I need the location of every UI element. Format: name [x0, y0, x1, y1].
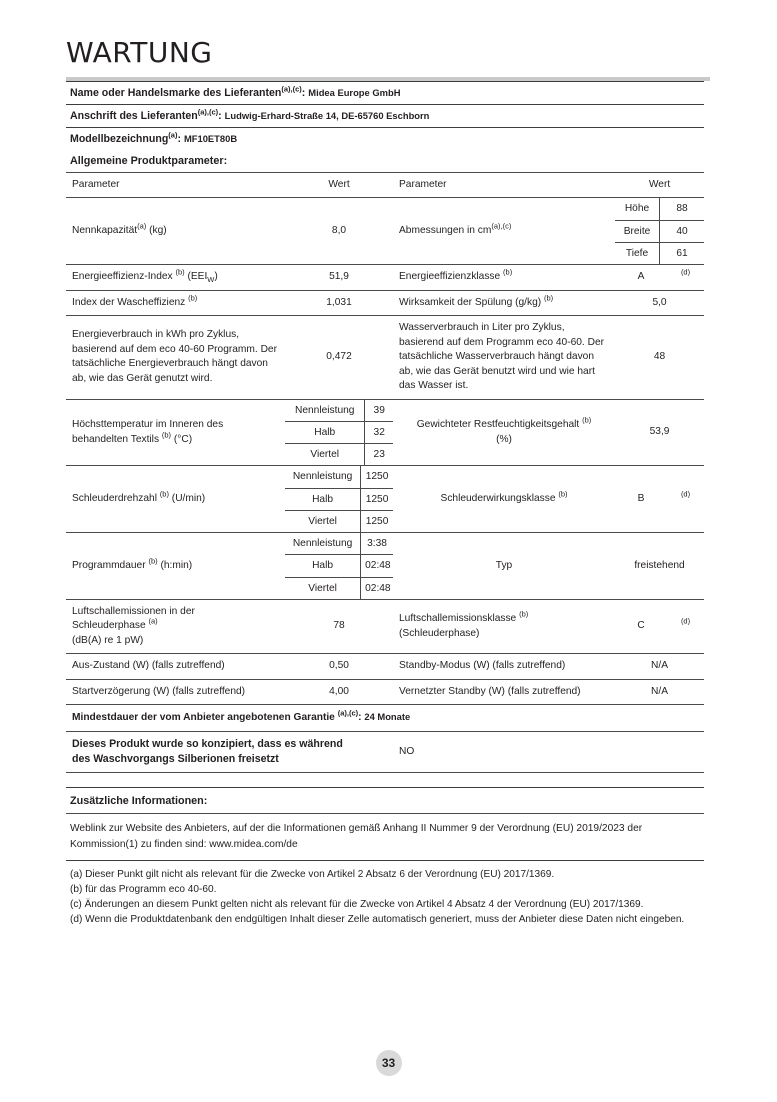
dimension-name: Tiefe: [615, 242, 660, 264]
load-value: 02:48: [361, 577, 393, 599]
load-name: Viertel: [285, 577, 361, 599]
row-nennkapazitaet: [66, 198, 704, 265]
duration-row: [285, 555, 393, 577]
hoechsttemperatur-label: [66, 399, 285, 466]
luftschallklasse-footnote: [667, 599, 704, 653]
garantie-label: Mindestdauer der vom Anbieter angebotenen Garantie: [72, 712, 335, 724]
footnote-marker: (a),(c): [281, 84, 302, 94]
garantie-value: 24 Monate: [364, 711, 411, 723]
load-name: Nennleistung: [285, 400, 365, 422]
row-verbrauch: [66, 316, 704, 399]
row-luftschall: [66, 599, 704, 653]
wasserverbrauch-label: Wasserverbrauch in Liter pro Zyklus, basierend auf dem Programm eco 40-60. Der tatsächliche Wasserverbrauch hängt davon ab, wie das Gerät benutzt wird und wie hart das Wasser ist.: [393, 316, 615, 399]
load-value: 39: [365, 400, 393, 422]
standby-label: Standby-Modus (W) (falls zutreffend): [393, 654, 615, 679]
load-value: 32: [365, 421, 393, 443]
typ-value: freistehend: [615, 533, 704, 600]
eei-value: 51,9: [285, 265, 393, 290]
footnote-marker: (b): [148, 556, 158, 566]
temperature-subtable: [285, 400, 393, 466]
dimension-value: 61: [660, 242, 705, 264]
footnote-marker: (d): [680, 616, 691, 626]
load-name: Nennleistung: [285, 533, 361, 555]
label-line-1: Luftschallemissionsklasse: [399, 613, 517, 625]
vernetzter-standby-value: N/A: [615, 679, 704, 704]
model-label: Modellbezeichnung: [70, 133, 169, 145]
spin-row: [285, 488, 393, 510]
temperature-row: [285, 400, 393, 422]
spuelung-value: 5,0: [615, 290, 704, 315]
label-text: Abmessungen in cm: [399, 225, 492, 237]
temperature-row: [285, 421, 393, 443]
load-name: Viertel: [285, 510, 361, 532]
row-aus-zustand: [66, 654, 704, 679]
startverzoegerung-label: Startverzögerung (W) (falls zutreffend): [66, 679, 285, 704]
aus-zustand-value: 0,50: [285, 654, 393, 679]
unit-text: (U/min): [168, 493, 206, 504]
aus-zustand-label: Aus-Zustand (W) (falls zutreffend): [66, 654, 285, 679]
header-parameter-1: Parameter: [66, 173, 285, 198]
eei-subscript: W: [207, 275, 215, 285]
footnote-marker: (a): [168, 130, 178, 140]
load-name: Halb: [285, 421, 365, 443]
spin-speed-subtable: [285, 466, 393, 532]
duration-subtable: [285, 533, 393, 599]
supplier-name-label: Name oder Handelsmarke des Lieferanten: [70, 87, 282, 99]
dimension-value: 40: [660, 220, 705, 242]
programmdauer-values: [285, 533, 393, 600]
footnote-c: (c) Änderungen an diesem Punkt gelten nicht als relevant für die Zwecke von Artikel 4 Absatz 4 der Verordnung (EU) 2017/1369.: [70, 899, 644, 911]
energieverbrauch-label: Energieverbrauch in kWh pro Zyklus, basierend auf dem eco 40-60 Programm. Der tatsächliche Energieverbrauch hängt davon ab, wie das Gerät genutzt wird.: [66, 316, 285, 399]
energieklasse-value: A: [615, 265, 667, 290]
unit-text: (%): [496, 433, 512, 445]
label-text: Schleuderwirkungsklasse: [440, 493, 556, 504]
footnote-marker: (b): [519, 609, 529, 619]
footnote-marker: (b): [188, 293, 198, 303]
header-wert-1: Wert: [285, 173, 393, 198]
load-value: 1250: [361, 510, 393, 532]
label-text: Schleuderdrehzahl: [72, 493, 157, 504]
header-wert-2: Wert: [615, 173, 704, 198]
silberionen-value: NO: [393, 731, 704, 772]
luftschall-value: 78: [285, 599, 393, 653]
footnote-marker: (a): [148, 616, 158, 626]
additional-info-text: Weblink zur Website des Anbieters, auf der die Informationen gemäß Anhang II Nummer 9 der Verordnung (EU) 2019/2023 der Kommission(1) zu finden sind: www.midea.com/de: [66, 813, 704, 862]
nennkapazitaet-label: [66, 198, 285, 265]
supplier-address-row: Anschrift des Lieferanten$^{(a),(c)}$: Ludwig-Erhard-Straße 14, DE-65760 Eschborn: [66, 104, 704, 127]
footnote-marker: (b): [175, 267, 185, 277]
footnote-marker: (d): [680, 489, 691, 499]
label-text: Energieeffizienzklasse: [399, 271, 501, 283]
luftschallklasse-label: [393, 599, 615, 653]
row-startverzoegerung: [66, 679, 704, 704]
footnote-marker: (b): [582, 415, 592, 425]
unit-text: (kg): [146, 225, 167, 237]
footnote-marker: (b): [503, 267, 513, 277]
label-line-3: (dB(A) re 1 pW): [72, 634, 144, 646]
label-text: Index der Wascheffizienz: [72, 296, 186, 308]
load-value: 02:48: [361, 555, 393, 577]
energieklasse-footnote: [667, 265, 704, 290]
row-garantie: [66, 705, 704, 731]
label-line-2: des Waschvorgangs Silberionen freisetzt: [72, 752, 279, 765]
standby-value: N/A: [615, 654, 704, 679]
header-parameter-2: Parameter: [393, 173, 615, 198]
supplier-address-label: Anschrift des Lieferanten: [70, 110, 198, 122]
dimension-row: [615, 220, 704, 242]
luftschallklasse-value: C: [615, 599, 667, 653]
abmessungen-values: [615, 198, 704, 265]
supplier-address-value: Ludwig-Erhard-Straße 14, DE-65760 Eschborn: [224, 110, 430, 121]
model-value: MF10ET80B: [183, 133, 238, 144]
label-text: Wirksamkeit der Spülung (g/kg): [399, 296, 542, 308]
wascheffizienz-value: 1,031: [285, 290, 393, 315]
row-silberionen: [66, 731, 704, 772]
footnote-b: (b) für das Programm eco 40-60.: [70, 884, 217, 896]
model-row: Modellbezeichnung$^{(a)}$: MF10ET80B: [66, 127, 704, 150]
row-schleuderdrehzahl: [66, 466, 704, 533]
temperature-row: [285, 444, 393, 466]
hoechsttemperatur-values: [285, 399, 393, 466]
abmessungen-label: [393, 198, 615, 265]
supplier-name-value: Midea Europe GmbH: [308, 87, 401, 98]
load-value: 1250: [361, 488, 393, 510]
content-area: [0, 81, 711, 928]
energieverbrauch-value: 0,472: [285, 316, 393, 399]
nennkapazitaet-value: 8,0: [285, 198, 393, 265]
duration-row: [285, 577, 393, 599]
footnote-marker: (a): [137, 221, 147, 231]
row-hoechsttemperatur: [66, 399, 704, 466]
wasserverbrauch-value: 48: [615, 316, 704, 399]
duration-row: [285, 533, 393, 555]
dimension-value: 88: [660, 198, 705, 220]
schleuderklasse-value: B: [615, 466, 667, 533]
load-name: Viertel: [285, 444, 365, 466]
load-value: 23: [365, 444, 393, 466]
product-parameters-table: [66, 172, 704, 773]
spin-row: [285, 510, 393, 532]
label-line-1: Dieses Produkt wurde so konzipiert, dass es während: [72, 737, 343, 750]
footnote-marker: (b): [161, 430, 172, 440]
load-name: Halb: [285, 555, 361, 577]
additional-info-heading: Zusätzliche Informationen:: [70, 794, 208, 807]
section-heading: Allgemeine Produktparameter:: [70, 155, 228, 167]
page-header: [0, 0, 777, 81]
spin-row: [285, 466, 393, 488]
typ-label: Typ: [393, 533, 615, 600]
restfeuchtigkeit-label: [393, 399, 615, 466]
restfeuchtigkeit-value: 53,9: [615, 399, 704, 466]
load-name: Nennleistung: [285, 466, 361, 488]
schleuderklasse-footnote: [667, 466, 704, 533]
startverzoegerung-value: 4,00: [285, 679, 393, 704]
label-line-2: (Schleuderphase): [399, 627, 480, 639]
supplier-name-row: Name oder Handelsmarke des Lieferanten$^{(a),(c)}$: Midea Europe GmbH: [66, 81, 704, 104]
footnote-a: (a) Dieser Punkt gilt nicht als relevant für die Zwecke von Artikel 2 Absatz 6 der Verordnung (EU) 2017/1369.: [70, 869, 555, 881]
label-text: Nennkapazität: [72, 225, 138, 237]
row-wascheffizienz: [66, 290, 704, 315]
schleuderdrehzahl-values: [285, 466, 393, 533]
silberionen-label: [66, 731, 393, 772]
unit-text: (h:min): [157, 559, 193, 571]
unit-text: (°C): [171, 433, 193, 445]
dimension-name: Höhe: [615, 198, 660, 220]
programmdauer-label: [66, 533, 285, 600]
row-programmdauer: [66, 533, 704, 600]
label-line-2: Schleuderphase: [72, 620, 146, 632]
load-value: 1250: [361, 466, 393, 488]
spuelung-label: [393, 290, 615, 315]
garantie-cell: Mindestdauer der vom Anbieter angebotenen Garantie $^{(a),(c)}$: 24 Monate: [66, 705, 704, 731]
energieklasse-label: [393, 265, 615, 290]
dimension-name: Breite: [615, 220, 660, 242]
label-text: Programmdauer: [72, 559, 146, 571]
dimensions-subtable: [615, 198, 704, 264]
page-number-footer: [0, 1050, 777, 1076]
load-value: 3:38: [361, 533, 393, 555]
eei-label: Energieeffizienz-Index $^{(b)}$ $(EEI_W)$: [66, 265, 285, 290]
footnote-marker: (a),(c): [491, 221, 512, 231]
footnote-marker: (b): [558, 489, 568, 499]
load-name: Halb: [285, 488, 361, 510]
footnote-marker: (a),(c): [197, 107, 219, 117]
page-number-badge: 33: [376, 1050, 402, 1076]
label-text: Gewichteter Restfeuchtigkeitsgehalt: [416, 419, 580, 431]
page-title: WARTUNG: [66, 36, 213, 69]
footnote-marker: (d): [680, 267, 691, 277]
table-header-row: [66, 173, 704, 198]
vernetzter-standby-label: Vernetzter Standby (W) (falls zutreffend): [393, 679, 615, 704]
label-text: Höchsttemperatur im Inneren des behandelten Textils: [72, 419, 224, 445]
row-energieeffizienz-index: [66, 265, 704, 290]
footnote-marker: (b): [159, 489, 169, 499]
footnote-d: (d) Wenn die Produktdatenbank den endgültigen Inhalt dieser Zelle automatisch generiert, muss der Anbieter diese Daten nicht eingeben.: [70, 914, 685, 926]
schleuderklasse-label: [393, 466, 615, 533]
dimension-row: [615, 242, 704, 264]
label-line-1: Luftschallemissionen in der: [72, 605, 195, 617]
schleuderdrehzahl-label: [66, 466, 285, 533]
footnotes-block: [66, 861, 710, 928]
footnote-marker: (b): [543, 293, 554, 303]
dimension-row: [615, 198, 704, 220]
wascheffizienz-label: [66, 290, 285, 315]
luftschall-label: [66, 599, 285, 653]
footnote-marker: (a),(c): [337, 708, 359, 718]
